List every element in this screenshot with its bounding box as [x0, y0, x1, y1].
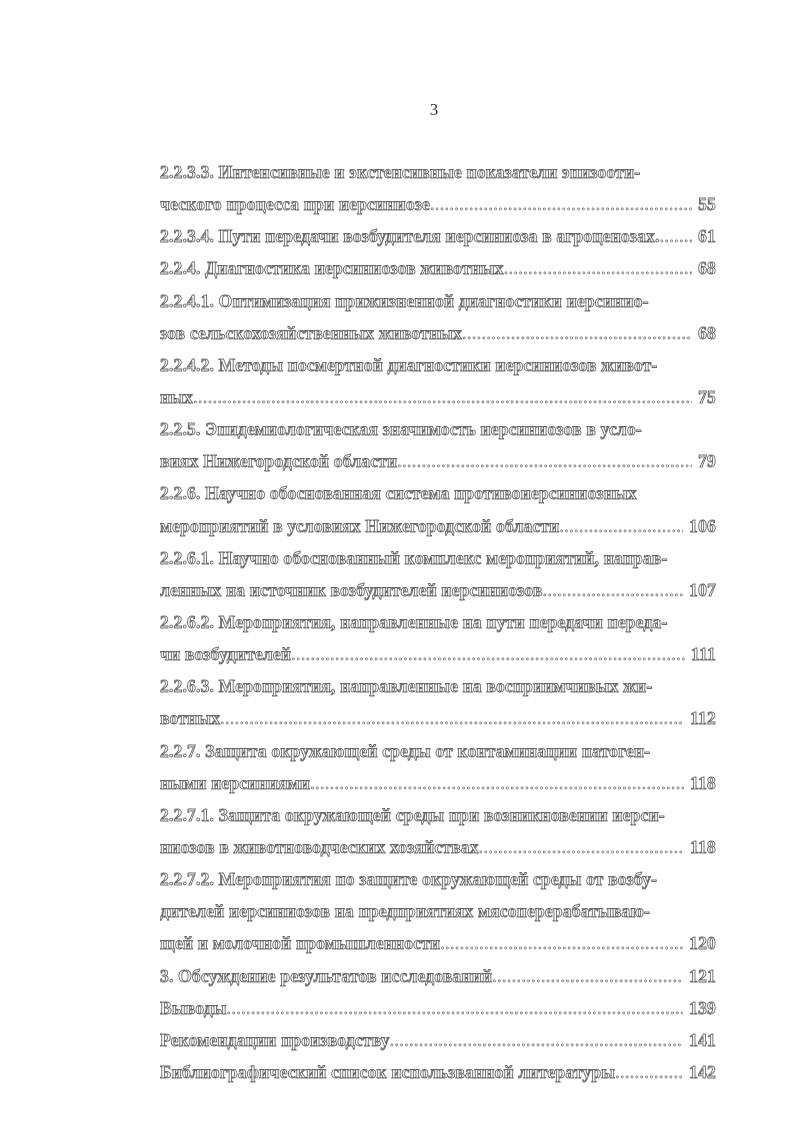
- dot-leader: [430, 188, 692, 220]
- toc-entry-title: ниозов в животноводческих хозяйствах: [160, 836, 479, 857]
- toc-entry-title: вотных: [160, 708, 221, 729]
- dot-leader: [440, 927, 683, 959]
- toc-entry-title: Рекомендации производству: [160, 1029, 390, 1050]
- toc-page-number: 121: [689, 965, 716, 986]
- dot-leader: [462, 317, 692, 349]
- toc-entry-line: [160, 960, 716, 992]
- dot-leader: [227, 992, 684, 1024]
- toc-entry-line: 2.2.3.3. Интенсивные и экстенсивные показатели эпизооти-: [160, 162, 641, 182]
- toc-entry-line: [160, 317, 716, 349]
- toc-entry-line: [160, 767, 716, 799]
- toc-entry-line: [160, 702, 716, 734]
- dot-leader: [193, 381, 692, 413]
- toc-entry-title: Выводы: [160, 997, 227, 1018]
- dot-leader: [390, 1024, 684, 1056]
- toc-entry-title: мероприятий в условиях Нижегородской области: [160, 515, 560, 536]
- toc-entry-line: 2.2.6.1. Научно обоснованный комплекс мероприятий, направ-: [160, 547, 668, 568]
- toc-page-number: 141: [689, 1029, 716, 1050]
- toc-page-number: 61: [698, 226, 716, 247]
- toc-page-number: 68: [698, 258, 716, 279]
- toc-entry-title: виях Нижегородской области: [160, 451, 398, 472]
- page-number: 3: [429, 100, 439, 119]
- dot-leader: [615, 1056, 683, 1088]
- toc-page-number: 118: [690, 772, 716, 793]
- toc-entry-title: щей и молочной промышленности: [160, 933, 441, 954]
- dot-leader: [291, 638, 685, 670]
- toc-entry-title: 3. Обсуждение результатов исследований: [160, 965, 493, 986]
- toc-entry-title: ными иерсиниями: [160, 772, 311, 793]
- dot-leader: [660, 220, 693, 252]
- toc-entry-line: [160, 927, 716, 959]
- toc-entry-line: [160, 574, 716, 606]
- toc-page-number: 111: [691, 644, 716, 665]
- toc-entry-line: [160, 992, 716, 1024]
- toc-page-number: 55: [698, 194, 716, 215]
- toc-entry-line: 2.2.6.3. Мероприятия, направленные на восприимчивых жи-: [160, 676, 653, 697]
- dot-leader: [492, 960, 683, 992]
- toc-page-number: 120: [689, 933, 716, 954]
- toc-entry-line: 2.2.4.1. Оптимизация прижизненной диагностики иерсинио-: [160, 290, 649, 311]
- toc-entry-line: 2.2.6.2. Мероприятия, направленные на пути передачи переда-: [160, 611, 668, 632]
- dot-leader: [543, 574, 684, 606]
- toc-page-number: 112: [690, 708, 716, 729]
- toc-entry-title: ческого процесса при иерсиниозе: [160, 194, 430, 215]
- table-of-contents: [160, 156, 716, 1088]
- toc-entry-line: [160, 252, 716, 284]
- toc-entry-line: 2.2.7.2. Мероприятия по защите окружающей среды от возбу-: [160, 869, 658, 890]
- toc-entry-title: чи возбудителей: [160, 644, 292, 665]
- toc-page-number: 68: [698, 322, 716, 343]
- toc-entry-line: [160, 638, 716, 670]
- toc-entry-title: ных: [160, 386, 194, 407]
- toc-entry-title: 2.2.4. Диагностика иерсиниозов животных: [160, 258, 504, 279]
- dot-leader: [479, 831, 684, 863]
- toc-entry-line: [160, 381, 716, 413]
- dot-leader: [310, 767, 684, 799]
- toc-entry-line: 2.2.7.1. Защита окружающей среды при возникновении иерси-: [160, 804, 665, 825]
- toc-entry-title: Библиографический список использванной литературы: [160, 1061, 616, 1082]
- dot-leader: [397, 445, 692, 477]
- toc-entry-title: ленных на источник возбудителей иерсиниозов: [160, 579, 543, 600]
- toc-entry-line: [160, 1024, 716, 1056]
- toc-entry-line: [160, 510, 716, 542]
- toc-entry-line: [160, 220, 716, 252]
- toc-page-number: 139: [689, 997, 716, 1018]
- toc-page-number: 118: [690, 836, 716, 857]
- toc-page-number: 79: [698, 451, 716, 472]
- toc-page-number: 75: [698, 386, 716, 407]
- toc-entry-line: 2.2.5. Эпидемиологическая значимость иерсиниозов в усло-: [160, 419, 642, 440]
- toc-entry-line: [160, 831, 716, 863]
- toc-entry-line: 2.2.6. Научно обоснованная система противоиерсиниозных: [160, 483, 637, 504]
- toc-entry-line: 2.2.7. Защита окружающей среды от контаминации патоген-: [160, 740, 651, 761]
- toc-page-number: 106: [689, 515, 716, 536]
- toc-page-number: 142: [689, 1061, 716, 1082]
- dot-leader: [220, 702, 684, 734]
- toc-page-number: 107: [689, 579, 716, 600]
- dot-leader: [559, 510, 683, 542]
- dot-leader: [504, 252, 692, 284]
- toc-entry-title: 2.2.3.4. Пути передачи возбудителя иерсиниоза в агроценозах.: [160, 226, 660, 247]
- toc-entry-title: зов сельскохозяйственных животных: [160, 322, 463, 343]
- toc-entry-line: [160, 1056, 716, 1088]
- toc-entry-line: [160, 445, 716, 477]
- toc-entry-line: 2.2.4.2. Методы посмертной диагностики иерсиниозов живот-: [160, 354, 658, 375]
- toc-entry-line: дителей иерсиниозов на предприятиях мясоперерабатываю-: [160, 901, 651, 922]
- toc-entry-line: [160, 188, 716, 220]
